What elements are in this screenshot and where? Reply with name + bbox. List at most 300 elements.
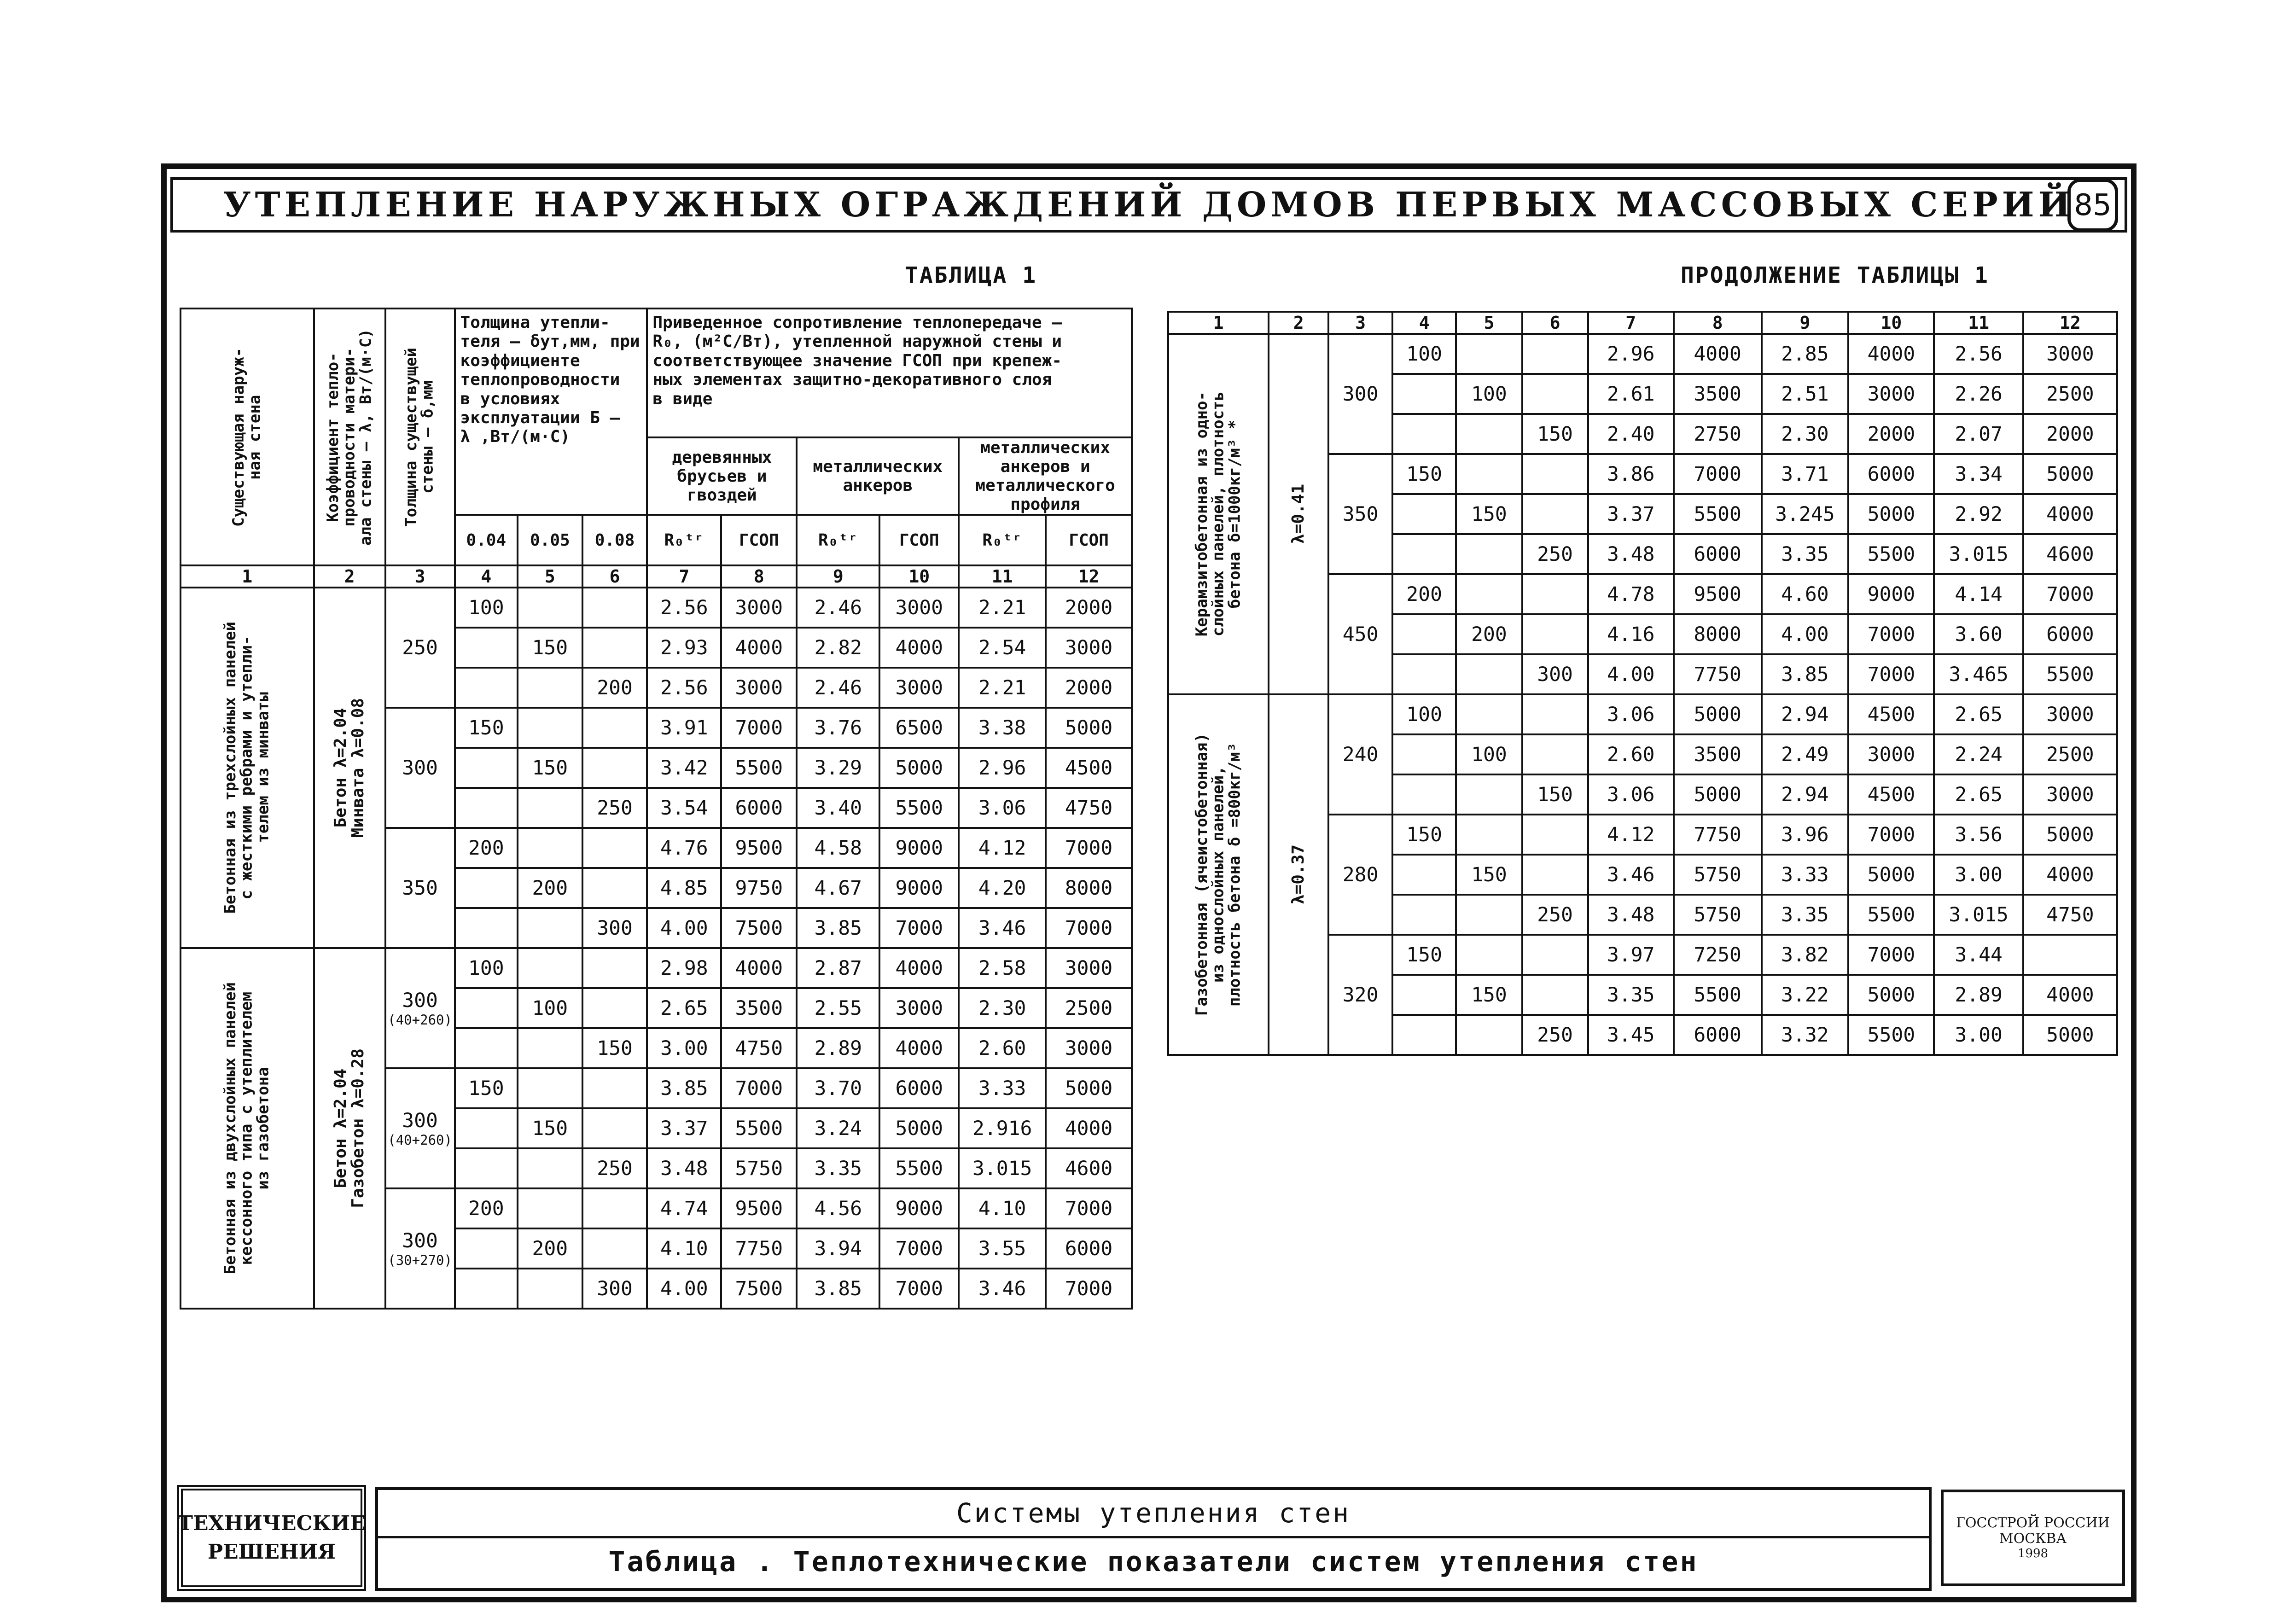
wall-thickness-composition: (40+260) [388,1012,452,1028]
table-cell: 3.015 [1934,534,2023,574]
table-cell: 4000 [879,1028,959,1068]
table-cell [518,1028,582,1068]
stamp-system-title: Системы утепления стен [378,1490,1929,1538]
table-cell: 4.85 [647,868,721,908]
table-cell: 3000 [879,588,959,628]
wall-thickness-value: 350 [1342,502,1379,526]
table-cell [1522,935,1588,975]
table-cell: 5000 [1848,855,1934,895]
table-cell: 2500 [2023,734,2117,774]
table-cell: 300 [582,1269,647,1309]
wall-thickness-value: 450 [1342,623,1379,646]
column-number: 1 [1168,312,1269,334]
column-number: 11 [1934,312,2023,334]
table-cell: 3.94 [797,1228,879,1269]
table-cell: 7000 [1046,828,1132,868]
table-cell: 3.35 [1588,975,1674,1015]
table-cell: 2.96 [1588,334,1674,374]
table-cell: 4000 [879,628,959,668]
table-cell: 7000 [1046,908,1132,948]
table-cell: 5000 [1848,975,1934,1015]
table-cell: 5500 [1674,975,1762,1015]
table-cell [518,1188,582,1228]
column-number: 6 [582,565,647,588]
table-cell: 150 [455,1068,518,1108]
wall-thickness-value: 300 [1342,382,1379,406]
column-number: 9 [797,565,879,588]
wall-thickness-value: 320 [1342,983,1379,1007]
table-cell [1392,1015,1456,1055]
table-cell: 7000 [1848,614,1934,654]
table-cell [1522,815,1588,855]
table-cell: 7500 [721,908,797,948]
table-cell: 7750 [1674,654,1762,694]
table-cell: 2.98 [647,948,721,988]
table-cell: 7250 [1674,935,1762,975]
table-row [180,948,1132,988]
table-cell: 5500 [721,1108,797,1148]
conductivity-label: Бетон λ=2.04 Газобетон λ=0.28 [331,1048,368,1208]
table-cell: 5000 [2023,454,2117,494]
table-cell: 5500 [879,1148,959,1188]
table-cell: 300 [1522,654,1588,694]
table-cell: 4000 [2023,494,2117,534]
table-cell [455,908,518,948]
table-cell [1522,494,1588,534]
header-gsop: ГСОП [721,515,797,565]
table-cell: 4600 [1046,1148,1132,1188]
header-gsop: ГСОП [879,515,959,565]
table-cell: 5000 [1674,774,1762,815]
table-cell: 2.58 [959,948,1046,988]
column-number: 6 [1522,312,1588,334]
table2-caption: ПРОДОЛЖЕНИЕ ТАБЛИЦЫ 1 [1681,262,1989,288]
table-cell: 6000 [1674,1015,1762,1055]
wall-thickness-value: 300 [402,756,438,780]
table-cell: 6000 [2023,614,2117,654]
column-number: 9 [1762,312,1849,334]
table-cell: 6000 [1674,534,1762,574]
table-cell [582,1188,647,1228]
conductivity-cell [314,588,385,948]
table-cell [455,1228,518,1269]
table-cell [1522,734,1588,774]
table-cell: 2000 [1046,668,1132,708]
column-numbers-row [1168,312,2117,334]
table-cell: 3.55 [959,1228,1046,1269]
table-cell: 4.10 [647,1228,721,1269]
table-cell [1392,494,1456,534]
table-cell: 2.21 [959,668,1046,708]
table-cell [582,1228,647,1269]
table-cell: 3.33 [1762,855,1849,895]
table-cell: 3.37 [1588,494,1674,534]
header-lambda-1: 0.04 [455,515,518,565]
table-cell: 100 [1456,734,1522,774]
wall-type-label: Бетонная из трехслойных панелей с жесткими ребрами и утепли- телем из минваты [221,622,273,914]
table-cell [1522,454,1588,494]
table-cell: 100 [1456,374,1522,414]
table-cell [518,908,582,948]
wall-type-cell [1168,334,1269,694]
table-cell [1456,815,1522,855]
wall-thickness-cell [385,1188,455,1309]
table-cell: 2.46 [797,668,879,708]
table-cell: 150 [1522,414,1588,454]
table-cell: 9000 [1848,574,1934,614]
table-cell [1392,774,1456,815]
table-cell [455,628,518,668]
table-cell: 250 [582,1148,647,1188]
table-cell [455,988,518,1028]
table-cell: 2.30 [959,988,1046,1028]
table-cell [1456,574,1522,614]
table-cell [518,1148,582,1188]
table-cell: 3.42 [647,748,721,788]
table-cell: 2.94 [1762,694,1849,734]
conductivity-label: Бетон λ=2.04 Минвата λ=0.08 [331,698,368,838]
table-cell: 3.85 [1762,654,1849,694]
stamp-title-block [375,1487,1932,1591]
wall-thickness-cell [385,948,455,1068]
table-cell: 3.76 [797,708,879,748]
table-cell: 3.38 [959,708,1046,748]
table-cell [582,708,647,748]
column-number: 8 [721,565,797,588]
table-cell: 3.45 [1588,1015,1674,1055]
table-cell: 3.48 [1588,534,1674,574]
table-cell [1456,694,1522,734]
table-cell: 4750 [1046,788,1132,828]
table-cell [1456,334,1522,374]
table-cell [2023,935,2117,975]
table-cell: 3.22 [1762,975,1849,1015]
table-cell: 5000 [1046,708,1132,748]
publisher-year: 1998 [2017,1546,2049,1560]
table-cell: 2000 [2023,414,2117,454]
column-number: 4 [455,565,518,588]
table-cell: 2.40 [1588,414,1674,454]
table-cell: 4000 [1046,1108,1132,1148]
table-cell [518,788,582,828]
table-cell: 3000 [721,588,797,628]
table-cell: 5500 [2023,654,2117,694]
table-cell: 2500 [2023,374,2117,414]
table-cell: 3.33 [959,1068,1046,1108]
table-cell: 150 [582,1028,647,1068]
table-cell: 6000 [1848,454,1934,494]
table-cell [582,948,647,988]
table-cell: 2.65 [1934,774,2023,815]
table-row [1168,334,2117,374]
conductivity-cell [1269,694,1328,1055]
header-existing-wall: Существующая наруж- ная стена [180,309,314,565]
table-cell: 3.06 [1588,774,1674,815]
table-cell [582,1108,647,1148]
table-cell: 2000 [1046,588,1132,628]
table-cell: 3.00 [1934,1015,2023,1055]
table-cell [1522,334,1588,374]
table-cell: 7000 [879,1269,959,1309]
table-cell: 7000 [1848,654,1934,694]
table-cell: 2.55 [797,988,879,1028]
table-cell: 4500 [1848,694,1934,734]
column-number: 7 [647,565,721,588]
column-number: 4 [1392,312,1456,334]
table-cell: 5000 [1046,1068,1132,1108]
table-cell: 7000 [1046,1269,1132,1309]
table1-caption: ТАБЛИЦА 1 [905,262,1037,288]
conductivity-label: λ=0.37 [1289,844,1308,905]
wall-thickness-cell [385,588,455,708]
table-cell: 2.51 [1762,374,1849,414]
table-cell: 2.61 [1588,374,1674,414]
table-cell: 8000 [1046,868,1132,908]
table-cell: 200 [518,1228,582,1269]
table-cell: 150 [518,748,582,788]
table-cell: 150 [1456,494,1522,534]
table-cell: 3.48 [1588,895,1674,935]
table-cell: 5000 [879,1108,959,1148]
table-cell: 100 [455,948,518,988]
table-cell: 3.85 [797,908,879,948]
table-cell [582,828,647,868]
header-insulation-thickness: Толщина утепли- теля – δут,мм, при коэффициенте теплопроводности в условиях эксплуатации Б – λ ,Вт/(м·С) [455,309,647,515]
table-cell: 3000 [2023,334,2117,374]
wall-thickness-cell [1328,574,1392,694]
table-cell: 3.86 [1588,454,1674,494]
column-numbers-row [180,565,1132,588]
table-cell [518,708,582,748]
table-cell: 4500 [1848,774,1934,815]
table-cell: 3.60 [1934,614,2023,654]
table-cell: 4.67 [797,868,879,908]
table-cell: 8000 [1674,614,1762,654]
table-cell: 3.32 [1762,1015,1849,1055]
table-cell: 9000 [879,1188,959,1228]
publisher-name: ГОССТРОЙ РОССИИ [1956,1514,2110,1531]
table-cell: 7500 [721,1269,797,1309]
table1 [180,308,1133,1310]
table-cell: 150 [1392,935,1456,975]
table-cell: 4.00 [647,1269,721,1309]
page-number: 85 [2067,179,2118,232]
table-cell: 4000 [2023,975,2117,1015]
table-cell: 100 [455,588,518,628]
column-number: 3 [1328,312,1392,334]
wall-thickness-value: 350 [402,876,438,900]
wall-thickness-value: 280 [1342,863,1379,886]
wall-type-cell [1168,694,1269,1055]
table-cell [1522,374,1588,414]
table-cell [1456,454,1522,494]
table-cell: 100 [1392,334,1456,374]
table-cell: 3.465 [1934,654,2023,694]
table-cell [582,748,647,788]
column-number: 11 [959,565,1046,588]
table-cell: 200 [582,668,647,708]
wall-type-label: Керамзитобетонная из одно- слойных панелей, плотность бетона δ=1000кг/м³ * [1192,391,1244,637]
table-cell: 7000 [721,1068,797,1108]
table-cell [1392,975,1456,1015]
table-cell: 3000 [879,668,959,708]
wall-type-label: Газобетонная (ячеистобетонная) из однослойных панелей, плотность бетона δ =800кг/м³ [1192,733,1244,1016]
table-cell: 2.96 [959,748,1046,788]
table-cell: 3.24 [797,1108,879,1148]
header-r: R₀ᵗʳ [797,515,879,565]
table-cell: 200 [455,1188,518,1228]
table-cell [455,1269,518,1309]
table-cell: 5750 [721,1148,797,1188]
table-cell [1456,534,1522,574]
table-cell: 4000 [2023,855,2117,895]
column-number: 8 [1674,312,1762,334]
wall-thickness-cell [1328,935,1392,1055]
header-metal-anchors-profile: металлических анкеров и металлического профиля [959,437,1132,515]
table-cell: 3.06 [1588,694,1674,734]
table-cell [1522,614,1588,654]
table-cell: 150 [1392,815,1456,855]
column-number: 5 [1456,312,1522,334]
table-cell: 5750 [1674,855,1762,895]
table-cell [582,988,647,1028]
table-cell: 2.89 [797,1028,879,1068]
conductivity-cell [1269,334,1328,694]
table-cell: 7750 [721,1228,797,1269]
table-cell: 3000 [2023,694,2117,734]
table-cell: 3000 [879,988,959,1028]
column-number: 3 [385,565,455,588]
table-cell: 3.71 [1762,454,1849,494]
table-cell [455,868,518,908]
table-cell: 3000 [1848,734,1934,774]
table-cell: 3.015 [1934,895,2023,935]
header-metal-anchors: металлических анкеров [797,437,959,515]
table-cell [1456,1015,1522,1055]
table-cell: 4.14 [1934,574,2023,614]
table-cell: 3500 [721,988,797,1028]
column-number: 10 [1848,312,1934,334]
table-cell: 4.78 [1588,574,1674,614]
table-cell: 4000 [721,948,797,988]
table-cell: 2500 [1046,988,1132,1028]
table-cell [1392,534,1456,574]
table-cell: 150 [455,708,518,748]
wall-thickness-value: 240 [1342,743,1379,766]
table-cell [1456,935,1522,975]
table-cell: 2.07 [1934,414,2023,454]
table-cell: 7000 [1848,935,1934,975]
table-cell: 150 [1522,774,1588,815]
table-cell: 9500 [721,828,797,868]
table-cell: 3.82 [1762,935,1849,975]
table-cell: 250 [1522,1015,1588,1055]
table-cell [1522,574,1588,614]
wall-thickness-composition: (30+270) [388,1252,452,1268]
table-cell: 3.91 [647,708,721,748]
table-cell: 5000 [1848,494,1934,534]
table-cell: 150 [1392,454,1456,494]
wall-thickness-cell [385,1068,455,1188]
table-cell: 5750 [1674,895,1762,935]
stamp-line2: РЕШЕНИЯ [208,1540,336,1564]
column-number: 10 [879,565,959,588]
table-cell: 3000 [1046,628,1132,668]
table-cell: 4.74 [647,1188,721,1228]
header-conductivity: Коэффициент тепло- проводности матери- ала стены – λ, Вт/(м·С) [314,309,385,565]
wall-thickness-value: 300 [402,989,438,1012]
wall-type-cell [180,588,314,948]
header-r: R₀ᵗʳ [959,515,1046,565]
wall-thickness-composition: (40+260) [388,1132,452,1148]
table-cell: 3.015 [959,1148,1046,1188]
wall-thickness-value: 250 [402,636,438,659]
header-wooden-bars: деревянных брусьев и гвоздей [647,437,797,515]
table-cell: 6500 [879,708,959,748]
stamp-technical-solutions [177,1485,366,1591]
column-number: 1 [180,565,314,588]
table-cell: 5500 [1848,534,1934,574]
table-cell: 3.06 [959,788,1046,828]
table-cell: 2.82 [797,628,879,668]
table-cell: 9000 [879,828,959,868]
table-cell: 3.29 [797,748,879,788]
table-cell: 2.87 [797,948,879,988]
table-cell: 4000 [879,948,959,988]
table-cell: 4.60 [1762,574,1849,614]
table-cell [455,748,518,788]
table-cell: 9000 [879,868,959,908]
wall-thickness-cell [1328,694,1392,815]
page-title: УТЕПЛЕНИЕ НАРУЖНЫХ ОГРАЖДЕНИЙ ДОМОВ ПЕРВЫХ МАССОВЫХ СЕРИЙ [170,177,2127,233]
table-cell [518,1068,582,1108]
table-cell [518,668,582,708]
stamp-line1: ТЕХНИЧЕСКИЕ [178,1512,366,1536]
table-cell: 2.916 [959,1108,1046,1148]
table-cell: 250 [1522,534,1588,574]
table-cell [582,628,647,668]
table-cell: 7000 [2023,574,2117,614]
table-cell: 3.48 [647,1148,721,1188]
table-cell: 7000 [721,708,797,748]
table-cell: 250 [582,788,647,828]
column-number: 2 [1269,312,1328,334]
table-cell [518,588,582,628]
wall-thickness-cell [385,828,455,948]
table-cell: 7000 [1674,454,1762,494]
table-cell: 2.21 [959,588,1046,628]
table-cell: 2.26 [1934,374,2023,414]
table-cell: 3.46 [959,908,1046,948]
table-cell: 3.00 [1934,855,2023,895]
table-cell: 3.44 [1934,935,2023,975]
conductivity-label: λ=0.41 [1289,484,1308,544]
header-lambda-2: 0.05 [518,515,582,565]
table-cell: 3000 [2023,774,2117,815]
table-cell [455,1028,518,1068]
table-cell: 3.97 [1588,935,1674,975]
table-cell: 2.65 [647,988,721,1028]
table-cell: 300 [582,908,647,948]
table-cell: 2.49 [1762,734,1849,774]
table-cell: 150 [518,1108,582,1148]
table-cell: 5000 [2023,1015,2117,1055]
table-cell: 4.12 [1588,815,1674,855]
table-cell: 5000 [2023,815,2117,855]
table-cell: 3.00 [647,1028,721,1068]
table-cell: 4.76 [647,828,721,868]
table-cell: 2.56 [647,668,721,708]
